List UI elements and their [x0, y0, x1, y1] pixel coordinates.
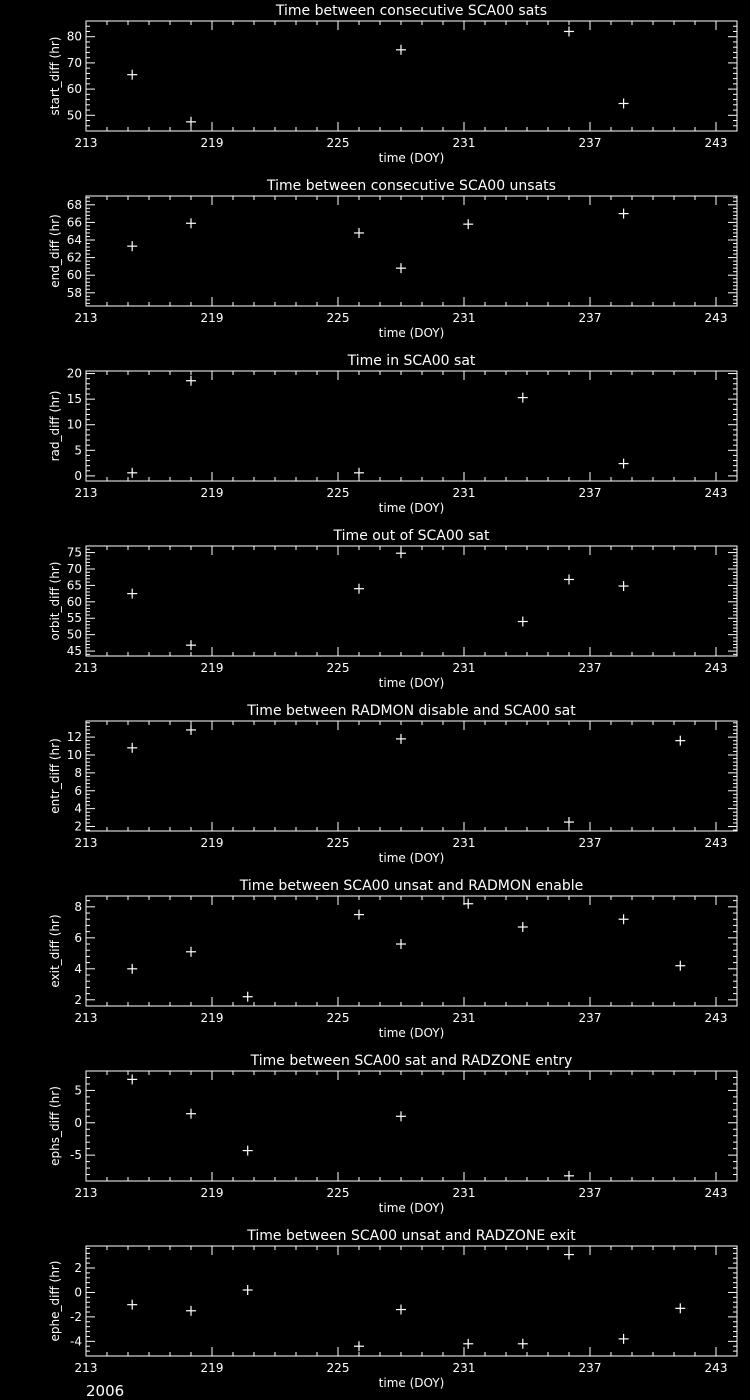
data-point — [619, 581, 629, 591]
panel-title: Time between RADMON disable and SCA00 sat — [247, 703, 576, 719]
y-tick-label: 68 — [66, 197, 82, 212]
data-point — [564, 1250, 574, 1260]
x-tick-label: 243 — [704, 1011, 728, 1025]
data-point — [463, 1339, 473, 1349]
x-tick-label: 237 — [578, 661, 602, 675]
data-point — [518, 393, 528, 403]
x-tick-label: 237 — [578, 1011, 602, 1025]
x-tick-label: 243 — [704, 661, 728, 675]
data-point — [127, 1074, 137, 1084]
x-tick-label: 237 — [578, 836, 602, 850]
x-tick-label: 237 — [578, 486, 602, 500]
panel-title: Time in SCA00 sat — [347, 353, 476, 369]
panel-title: Time out of SCA00 sat — [333, 528, 490, 544]
x-tick-label: 243 — [704, 311, 728, 325]
plot-frame — [86, 371, 737, 481]
data-point — [127, 70, 137, 80]
data-point — [186, 1109, 196, 1119]
panel-title: Time between SCA00 unsat and RADZONE exit — [247, 1228, 576, 1244]
y-axis-label: start_diff (hr) — [48, 36, 62, 116]
data-point — [396, 263, 406, 273]
plot-frame — [86, 21, 737, 131]
x-tick-label: 219 — [200, 661, 224, 675]
x-tick-label: 237 — [578, 311, 602, 325]
y-tick-label: 45 — [66, 644, 82, 659]
y-axis-label: end_diff (hr) — [48, 214, 62, 288]
plot-frame — [86, 546, 737, 656]
plot-frame — [86, 721, 737, 831]
x-axis-label: time (DOY) — [378, 676, 445, 690]
y-tick-label: 5 — [74, 1083, 82, 1098]
y-tick-label: 80 — [66, 29, 82, 44]
x-tick-label: 243 — [704, 1361, 728, 1375]
y-tick-label: 58 — [66, 285, 82, 300]
panel-title: Time between SCA00 unsat and RADMON enable — [239, 878, 584, 894]
panel-7 — [48, 1053, 737, 1215]
data-point — [675, 1303, 685, 1313]
panel-1 — [48, 3, 737, 165]
data-point — [518, 922, 528, 932]
x-tick-label: 213 — [74, 311, 98, 325]
data-point — [186, 1306, 196, 1316]
data-point — [396, 939, 406, 949]
plot-frame — [86, 1246, 737, 1356]
x-tick-label: 237 — [578, 136, 602, 150]
data-point — [186, 376, 196, 386]
data-point — [243, 1285, 253, 1295]
data-point — [127, 589, 137, 599]
data-point — [354, 584, 364, 594]
x-axis-label: time (DOY) — [378, 1026, 445, 1040]
data-point — [127, 468, 137, 478]
x-axis-label: time (DOY) — [378, 1376, 445, 1390]
y-tick-label: 64 — [66, 233, 82, 247]
x-tick-label: 231 — [452, 836, 476, 850]
y-tick-label: 4 — [74, 801, 82, 816]
y-tick-label: 20 — [66, 366, 82, 381]
x-tick-label: 243 — [704, 1186, 728, 1200]
y-tick-label: -2 — [70, 1309, 82, 1324]
data-point — [186, 725, 196, 735]
data-point — [396, 1111, 406, 1121]
data-point — [354, 468, 364, 478]
x-tick-label: 219 — [200, 1011, 224, 1025]
data-point — [186, 947, 196, 957]
x-tick-label: 213 — [74, 836, 98, 850]
y-tick-label: 8 — [74, 899, 82, 914]
x-tick-label: 219 — [200, 486, 224, 500]
x-tick-label: 225 — [326, 661, 350, 675]
panel-3 — [48, 353, 737, 515]
panel-8 — [48, 1228, 737, 1390]
y-tick-label: 60 — [66, 594, 82, 609]
x-axis-label: time (DOY) — [378, 501, 445, 515]
x-tick-label: 213 — [74, 136, 98, 150]
data-point — [127, 743, 137, 753]
y-tick-label: 0 — [74, 1115, 82, 1130]
data-point — [463, 899, 473, 909]
x-tick-label: 231 — [452, 1361, 476, 1375]
y-axis-label: exit_diff (hr) — [48, 914, 62, 988]
x-tick-label: 225 — [326, 1186, 350, 1200]
data-point — [396, 1305, 406, 1315]
x-tick-label: 219 — [200, 1186, 224, 1200]
x-axis-label: time (DOY) — [378, 151, 445, 165]
plot-frame — [86, 896, 737, 1006]
data-point — [564, 1171, 574, 1181]
x-tick-label: 213 — [74, 486, 98, 500]
y-tick-label: 8 — [74, 765, 82, 780]
x-axis-label: time (DOY) — [378, 1201, 445, 1215]
x-tick-label: 231 — [452, 1011, 476, 1025]
panel-6 — [48, 878, 737, 1040]
x-tick-label: 237 — [578, 1361, 602, 1375]
y-tick-label: 10 — [66, 417, 82, 432]
data-point — [396, 548, 406, 558]
x-tick-label: 225 — [326, 486, 350, 500]
y-axis-label: ephe_diff (hr) — [48, 1260, 62, 1342]
data-point — [619, 99, 629, 109]
x-tick-label: 243 — [704, 486, 728, 500]
x-tick-label: 231 — [452, 486, 476, 500]
y-axis-label: ephs_diff (hr) — [48, 1086, 62, 1166]
x-tick-label: 231 — [452, 1186, 476, 1200]
data-point — [127, 1300, 137, 1310]
data-point — [354, 1341, 364, 1351]
y-tick-label: 0 — [74, 1285, 82, 1300]
x-tick-label: 243 — [704, 836, 728, 850]
x-tick-label: 225 — [326, 311, 350, 325]
x-tick-label: 219 — [200, 1361, 224, 1375]
y-tick-label: 70 — [66, 55, 82, 70]
x-tick-label: 243 — [704, 136, 728, 150]
year-label: 2006 — [86, 1382, 125, 1400]
y-tick-label: 60 — [66, 82, 82, 97]
y-tick-label: 6 — [74, 783, 82, 798]
y-tick-label: 66 — [66, 215, 82, 230]
plot-frame — [86, 196, 737, 306]
x-tick-label: 213 — [74, 1186, 98, 1200]
data-point — [518, 1339, 528, 1349]
x-tick-label: 213 — [74, 1011, 98, 1025]
y-tick-label: 5 — [74, 443, 82, 458]
x-tick-label: 231 — [452, 311, 476, 325]
data-point — [518, 617, 528, 627]
x-tick-label: 213 — [74, 661, 98, 675]
data-point — [619, 459, 629, 469]
plot-frame — [86, 1071, 737, 1181]
data-point — [186, 218, 196, 228]
data-point — [619, 1334, 629, 1344]
y-tick-label: 10 — [66, 747, 82, 762]
panel-2 — [48, 178, 737, 340]
y-axis-label: rad_diff (hr) — [48, 390, 62, 462]
x-tick-label: 219 — [200, 836, 224, 850]
data-point — [564, 26, 574, 36]
data-point — [186, 640, 196, 650]
x-tick-label: 231 — [452, 661, 476, 675]
data-point — [243, 992, 253, 1002]
data-point — [186, 117, 196, 127]
y-tick-label: 15 — [66, 392, 82, 407]
data-point — [354, 228, 364, 238]
x-tick-label: 213 — [74, 1361, 98, 1375]
y-tick-label: 65 — [66, 578, 82, 593]
y-tick-label: 60 — [66, 268, 82, 283]
panel-title: Time between SCA00 sat and RADZONE entry — [250, 1053, 573, 1069]
x-tick-label: 225 — [326, 836, 350, 850]
data-point — [564, 817, 574, 827]
x-axis-label: time (DOY) — [378, 326, 445, 340]
x-tick-label: 219 — [200, 136, 224, 150]
data-point — [127, 241, 137, 251]
x-tick-label: 225 — [326, 136, 350, 150]
y-axis-label: orbit_diff (hr) — [48, 561, 62, 641]
y-tick-label: 50 — [66, 108, 82, 123]
y-tick-label: 4 — [74, 961, 82, 976]
x-tick-label: 237 — [578, 1186, 602, 1200]
y-tick-label: 55 — [66, 611, 82, 626]
panel-4 — [48, 528, 737, 690]
y-tick-label: 6 — [74, 930, 82, 945]
x-tick-label: 231 — [452, 136, 476, 150]
data-point — [354, 910, 364, 920]
x-tick-label: 225 — [326, 1011, 350, 1025]
data-point — [675, 961, 685, 971]
y-tick-label: -4 — [70, 1334, 82, 1349]
data-point — [127, 964, 137, 974]
panel-title: Time between consecutive SCA00 sats — [275, 3, 548, 19]
x-tick-label: 225 — [326, 1361, 350, 1375]
y-tick-label: 12 — [66, 730, 82, 745]
y-tick-label: 2 — [74, 992, 82, 1007]
panel-title: Time between consecutive SCA00 unsats — [267, 178, 556, 194]
data-point — [463, 219, 473, 229]
data-point — [243, 1146, 253, 1156]
y-tick-label: 62 — [66, 250, 82, 265]
y-tick-label: 2 — [74, 819, 82, 834]
y-tick-label: 70 — [66, 561, 82, 576]
x-axis-label: time (DOY) — [378, 851, 445, 865]
panel-5 — [48, 703, 737, 865]
y-tick-label: 2 — [74, 1261, 82, 1275]
data-point — [675, 736, 685, 746]
y-tick-label: 50 — [66, 627, 82, 642]
y-tick-label: 0 — [74, 468, 82, 483]
data-point — [564, 574, 574, 584]
data-point — [619, 209, 629, 219]
y-tick-label: -5 — [70, 1148, 82, 1163]
data-point — [396, 734, 406, 744]
x-tick-label: 219 — [200, 311, 224, 325]
data-point — [396, 45, 406, 55]
y-tick-label: 75 — [66, 545, 82, 560]
data-point — [619, 914, 629, 924]
y-axis-label: entr_diff (hr) — [48, 738, 62, 814]
